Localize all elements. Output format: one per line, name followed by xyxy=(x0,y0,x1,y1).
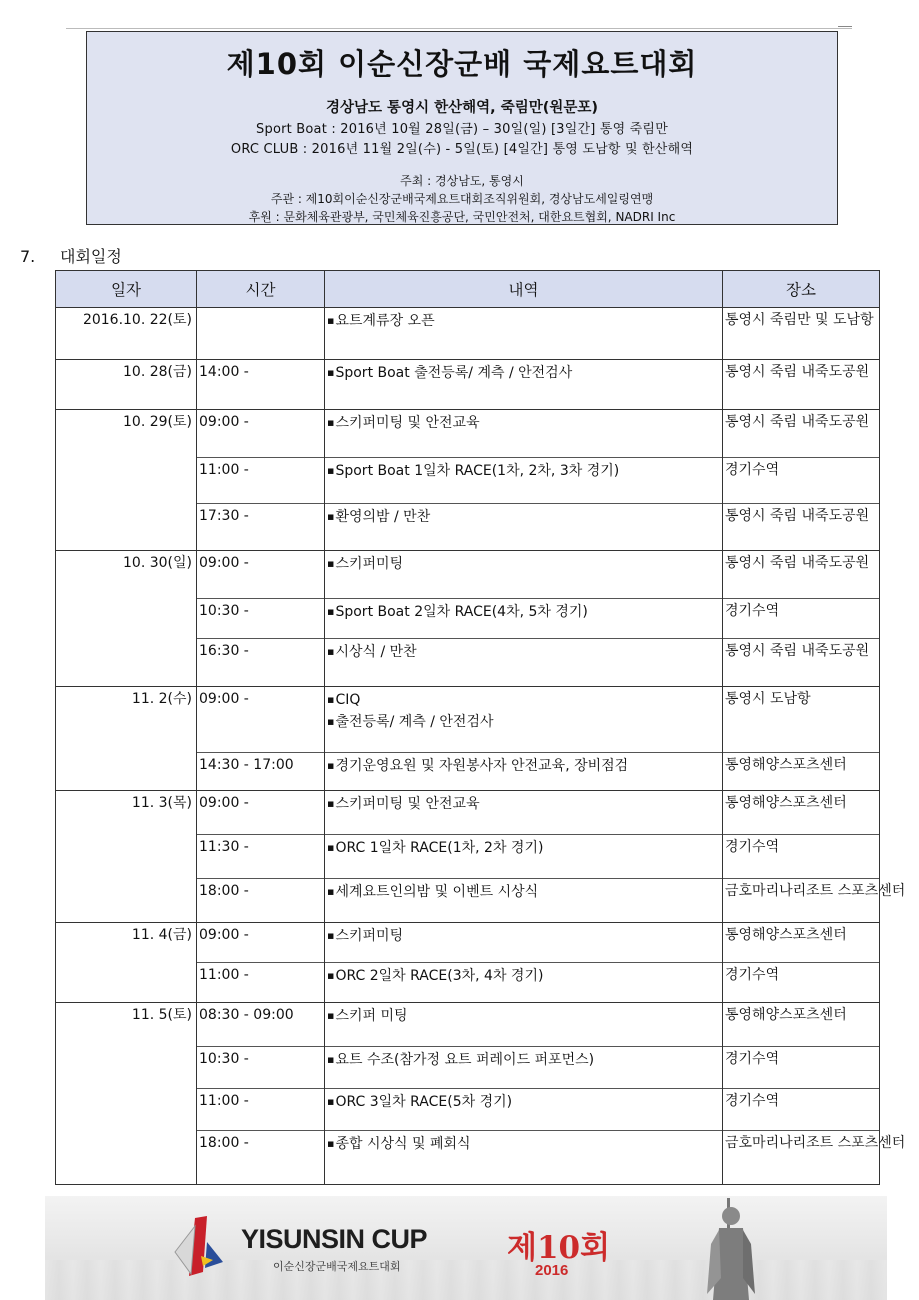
bullet-icon: ▪ xyxy=(327,314,335,327)
bullet-icon: ▪ xyxy=(327,715,335,728)
logo-text: YISUNSIN CUP xyxy=(241,1224,428,1254)
cell-date xyxy=(56,753,197,791)
activity-text: 스키퍼미팅 및 안전교육 xyxy=(335,415,480,431)
cell-date xyxy=(56,963,197,1003)
cell-place: 통영시 죽림만 및 도남항 xyxy=(723,308,880,360)
cell-place: 금호마리나리조트 스포츠센터 xyxy=(723,1131,880,1185)
cell-date: 10. 30(일) xyxy=(56,551,197,599)
cell-date: 10. 29(토) xyxy=(56,410,197,458)
cell-date xyxy=(56,1047,197,1089)
event-venue: 경상남도 통영시 한산해역, 죽림만(원문포) xyxy=(325,100,599,116)
cell-activity xyxy=(325,504,723,551)
bullet-icon: ▪ xyxy=(327,797,335,810)
table-header-row xyxy=(56,271,880,308)
activity-line xyxy=(327,362,720,384)
bullet-icon: ▪ xyxy=(327,464,335,477)
activity-text: 세계요트인의밤 및 이벤트 시상식 xyxy=(335,884,539,900)
activity-line xyxy=(327,506,720,528)
cell-time: 11:00 - xyxy=(197,458,325,504)
activity-text: 스키퍼미팅 및 안전교육 xyxy=(335,796,480,812)
cell-activity xyxy=(325,1131,723,1185)
cell-activity xyxy=(325,753,723,791)
header-activity: 내역 xyxy=(325,271,723,308)
activity-line xyxy=(327,601,720,623)
cell-date xyxy=(56,835,197,879)
activity-line xyxy=(327,1133,720,1155)
cell-place: 통영시 죽림 내죽도공원 xyxy=(723,639,880,687)
bullet-icon: ▪ xyxy=(327,605,335,618)
cell-activity xyxy=(325,879,723,923)
cell-time: 09:00 - xyxy=(197,551,325,599)
cell-activity xyxy=(325,410,723,458)
activity-text: 종합 시상식 및 폐회식 xyxy=(335,1136,471,1152)
sponsor-line: 후원 : 문화체육관광부, 국민체육진흥공단, 국민안전처, 대한요트협회, NADRI Inc xyxy=(248,210,676,224)
activity-line xyxy=(327,837,720,859)
cell-place: 통영해양스포츠센터 xyxy=(723,753,880,791)
cell-time: 09:00 - xyxy=(197,791,325,835)
activity-line xyxy=(327,1049,720,1071)
bullet-icon: ▪ xyxy=(327,416,335,429)
cell-activity xyxy=(325,639,723,687)
cell-date: 11. 5(토) xyxy=(56,1003,197,1047)
cell-activity xyxy=(325,551,723,599)
section-title: 대회일정 xyxy=(60,247,122,266)
bullet-icon: ▪ xyxy=(327,510,335,523)
activity-text: 환영의밤 / 만찬 xyxy=(335,509,431,525)
bullet-icon: ▪ xyxy=(327,1137,335,1150)
cell-date: 11. 2(수) xyxy=(56,687,197,753)
activity-line xyxy=(327,460,720,482)
table-row xyxy=(56,687,880,753)
event-title: 제10회 이순신장군배 국제요트대회 xyxy=(226,47,698,81)
activity-text: ORC 3일차 RACE(5차 경기) xyxy=(335,1094,513,1110)
table-row xyxy=(56,410,880,458)
table-row xyxy=(56,458,880,504)
activity-line xyxy=(327,641,720,663)
cell-place: 경기수역 xyxy=(723,458,880,504)
table-row xyxy=(56,879,880,923)
cell-time: 11:00 - xyxy=(197,1089,325,1131)
cell-activity xyxy=(325,1003,723,1047)
activity-line xyxy=(327,689,720,711)
activity-text: 출전등록/ 계측 / 안전검사 xyxy=(335,714,494,730)
cell-place: 통영시 죽림 내죽도공원 xyxy=(723,504,880,551)
bullet-icon: ▪ xyxy=(327,969,335,982)
table-row xyxy=(56,360,880,410)
cell-date xyxy=(56,458,197,504)
cell-place: 경기수역 xyxy=(723,1089,880,1131)
cell-place: 통영시 죽림 내죽도공원 xyxy=(723,551,880,599)
cell-place: 통영해양스포츠센터 xyxy=(723,791,880,835)
table-row xyxy=(56,791,880,835)
cell-time: 14:00 - xyxy=(197,360,325,410)
activity-text: CIQ xyxy=(335,692,361,708)
activity-text: Sport Boat 1일차 RACE(1차, 2차, 3차 경기) xyxy=(335,463,620,479)
section-heading xyxy=(20,244,122,267)
bullet-icon: ▪ xyxy=(327,693,335,706)
activity-text: 경기운영요원 및 자원봉사자 안전교육, 장비점검 xyxy=(335,758,629,774)
section-number: 7. xyxy=(20,247,36,266)
table-row xyxy=(56,963,880,1003)
cell-place: 경기수역 xyxy=(723,835,880,879)
cell-place: 경기수역 xyxy=(723,963,880,1003)
year-label: 2016 xyxy=(535,1262,569,1279)
activity-line xyxy=(327,553,720,575)
activity-line xyxy=(327,755,720,777)
activity-text: 시상식 / 만찬 xyxy=(335,644,417,660)
bullet-icon: ▪ xyxy=(327,1053,335,1066)
cell-place: 통영시 도남항 xyxy=(723,687,880,753)
cell-place: 통영해양스포츠센터 xyxy=(723,1003,880,1047)
host-line: 주최 : 경상남도, 통영시 xyxy=(400,174,524,188)
activity-text: 스키퍼미팅 xyxy=(335,556,404,572)
activity-text: 요트계류장 오픈 xyxy=(335,313,435,329)
table-row xyxy=(56,923,880,963)
admiral-statue-icon xyxy=(685,1198,775,1300)
activity-line xyxy=(327,925,720,947)
cell-date xyxy=(56,1089,197,1131)
table-row xyxy=(56,753,880,791)
cell-place: 통영시 죽림 내죽도공원 xyxy=(723,360,880,410)
cell-time: 17:30 - xyxy=(197,504,325,551)
activity-text: ORC 2일차 RACE(3차, 4차 경기) xyxy=(335,968,544,984)
cell-place: 금호마리나리조트 스포츠센터 xyxy=(723,879,880,923)
cell-date xyxy=(56,639,197,687)
table-row xyxy=(56,835,880,879)
cell-place: 경기수역 xyxy=(723,1047,880,1089)
cell-time xyxy=(197,308,325,360)
cell-date: 11. 3(목) xyxy=(56,791,197,835)
bullet-icon: ▪ xyxy=(327,366,335,379)
activity-text: 스키퍼미팅 xyxy=(335,928,404,944)
activity-text: Sport Boat 2일차 RACE(4차, 5차 경기) xyxy=(335,604,588,620)
cell-activity xyxy=(325,360,723,410)
header-time: 시간 xyxy=(197,271,325,308)
activity-line xyxy=(327,881,720,903)
cell-time: 09:00 - xyxy=(197,923,325,963)
table-row xyxy=(56,639,880,687)
cell-time: 09:00 - xyxy=(197,410,325,458)
edition-label: 제10회 xyxy=(507,1230,611,1266)
cell-place: 통영시 죽림 내죽도공원 xyxy=(723,410,880,458)
activity-text: Sport Boat 출전등록/ 계측 / 안전검사 xyxy=(335,365,573,381)
top-rule-right xyxy=(838,26,852,27)
sport-boat-dates: Sport Boat : 2016년 10월 28일(금) – 30일(일) [3일간] 통영 죽림만 xyxy=(256,122,668,137)
table-row xyxy=(56,1131,880,1185)
schedule-table xyxy=(55,270,906,1185)
cell-activity xyxy=(325,791,723,835)
table-row xyxy=(56,1047,880,1089)
cell-time: 10:30 - xyxy=(197,599,325,639)
table-row xyxy=(56,599,880,639)
cell-time: 11:00 - xyxy=(197,963,325,1003)
cell-date: 2016.10. 22(토) xyxy=(56,308,197,360)
activity-line xyxy=(327,1091,720,1113)
cell-date: 10. 28(금) xyxy=(56,360,197,410)
bullet-icon: ▪ xyxy=(327,929,335,942)
cell-activity xyxy=(325,835,723,879)
cell-time: 14:30 - 17:00 xyxy=(197,753,325,791)
cell-activity xyxy=(325,308,723,360)
header-date: 일자 xyxy=(56,271,197,308)
activity-line xyxy=(327,412,720,434)
bullet-icon: ▪ xyxy=(327,885,335,898)
table-row xyxy=(56,308,880,360)
cell-activity xyxy=(325,599,723,639)
activity-line xyxy=(327,793,720,815)
table-row xyxy=(56,551,880,599)
schedule-body xyxy=(56,308,906,1185)
cell-date xyxy=(56,879,197,923)
cell-date xyxy=(56,504,197,551)
cell-activity xyxy=(325,687,723,753)
table-row xyxy=(56,1089,880,1131)
activity-text: 요트 수조(참가정 요트 퍼레이드 퍼포먼스) xyxy=(335,1052,595,1068)
cell-date xyxy=(56,1131,197,1185)
cell-place: 경기수역 xyxy=(723,599,880,639)
bullet-icon: ▪ xyxy=(327,645,335,658)
activity-line xyxy=(327,310,720,332)
table-row xyxy=(56,1003,880,1047)
header-place: 장소 xyxy=(723,271,880,308)
cell-date: 11. 4(금) xyxy=(56,923,197,963)
bullet-icon: ▪ xyxy=(327,557,335,570)
cell-activity xyxy=(325,923,723,963)
logo-subtitle: 이순신장군배국제요트대회 xyxy=(273,1260,401,1273)
organizer-line: 주관 : 제10회이순신장군배국제요트대회조직위원회, 경상남도세일링연맹 xyxy=(270,192,654,206)
bullet-icon: ▪ xyxy=(327,759,335,772)
cell-activity xyxy=(325,458,723,504)
cell-date xyxy=(56,599,197,639)
cell-time: 11:30 - xyxy=(197,835,325,879)
sail-logo-icon xyxy=(167,1212,227,1284)
cell-time: 16:30 - xyxy=(197,639,325,687)
event-header-box xyxy=(86,31,838,225)
activity-line xyxy=(327,1005,720,1027)
activity-line xyxy=(327,965,720,987)
cell-time: 18:00 - xyxy=(197,879,325,923)
activity-text: 스키퍼 미팅 xyxy=(335,1008,408,1024)
activity-text: ORC 1일차 RACE(1차, 2차 경기) xyxy=(335,840,544,856)
bullet-icon: ▪ xyxy=(327,1009,335,1022)
cell-time: 08:30 - 09:00 xyxy=(197,1003,325,1047)
cell-time: 18:00 - xyxy=(197,1131,325,1185)
orc-club-dates: ORC CLUB : 2016년 11월 2일(수) - 5일(토) [4일간] 통영 도남항 및 한산해역 xyxy=(230,142,694,157)
activity-line xyxy=(327,711,720,733)
cell-place: 통영해양스포츠센터 xyxy=(723,923,880,963)
cell-activity xyxy=(325,1089,723,1131)
cell-activity xyxy=(325,963,723,1003)
top-rule xyxy=(66,28,852,29)
cell-activity xyxy=(325,1047,723,1089)
footer-banner xyxy=(45,1196,887,1300)
bullet-icon: ▪ xyxy=(327,841,335,854)
bullet-icon: ▪ xyxy=(327,1095,335,1108)
cell-time: 10:30 - xyxy=(197,1047,325,1089)
table-row xyxy=(56,504,880,551)
cell-time: 09:00 - xyxy=(197,687,325,753)
